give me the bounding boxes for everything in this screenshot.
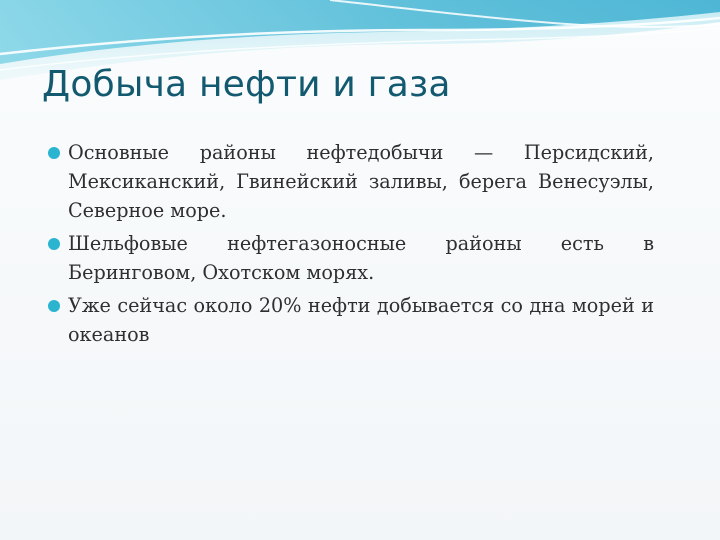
bullet-text: Основные районы нефтедобычи — Персидский, Мексиканский, Гвинейский заливы, берега Венесуэлы, Северное море. <box>68 141 654 222</box>
bullet-item <box>44 138 654 225</box>
bullet-text: Уже сейчас около 20% нефти добывается со дна морей и океанов <box>68 294 654 346</box>
bullet-text: Шельфовые нефтегазоносные районы есть в Беринговом, Охотском морях. <box>68 232 654 284</box>
bullet-item <box>44 229 654 287</box>
bullet-marker-icon <box>48 238 60 250</box>
bullet-marker-icon <box>48 147 60 159</box>
bullet-marker-icon <box>48 300 60 312</box>
bullet-list <box>44 138 654 353</box>
slide-title: Добыча нефти и газа <box>42 64 451 105</box>
bullet-item <box>44 291 654 349</box>
